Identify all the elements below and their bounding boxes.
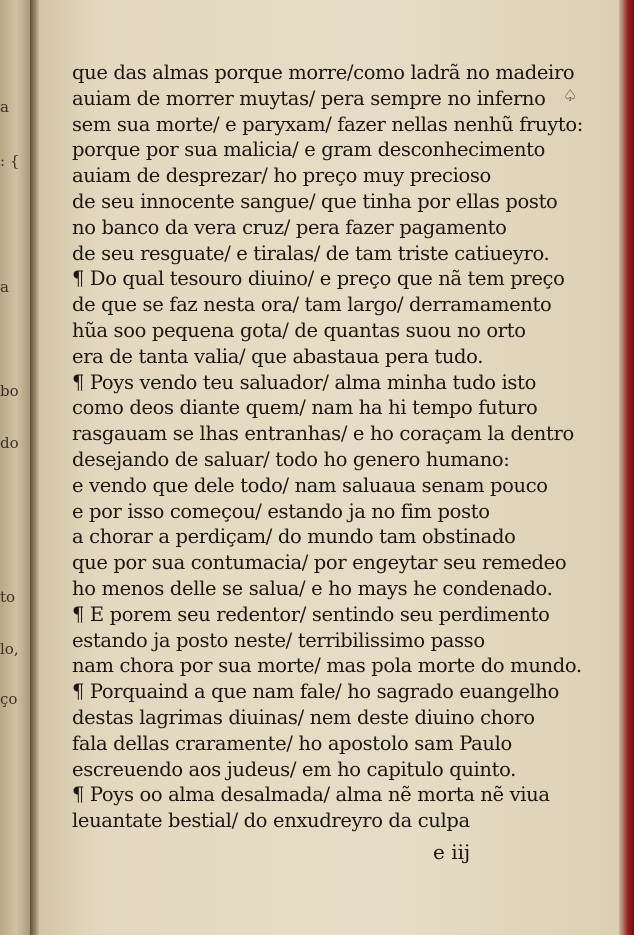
book-cover-edge — [619, 0, 634, 935]
text-line: auiam de morrer muytas/ pera sempre no inferno — [72, 86, 546, 110]
facing-page-fragment: : { — [0, 152, 20, 170]
facing-page-fragment: a — [0, 278, 9, 296]
text-line: ¶ E porem seu redentor/ sentindo seu perdimento — [72, 602, 550, 626]
text-line: sem sua morte/ e paryxam/ fazer nellas nenhũ fruyto: — [72, 112, 584, 136]
text-line: ¶ Do qual tesouro diuino/ e preço que nã tem preço — [72, 267, 565, 291]
text-line: a chorar a perdiçam/ do mundo tam obstinado — [72, 525, 516, 549]
text-line: era de tanta valia/ que abastaua pera tudo. — [72, 344, 484, 368]
text-line: ¶ Porquaind a que nam fale/ ho sagrado euangelho — [72, 680, 560, 704]
text-line: fala dellas craramente/ ho apostolo sam Paulo — [72, 731, 512, 755]
text-line: nam chora por sua morte/ mas pola morte do mundo. — [72, 654, 582, 678]
text-line: rasgauam se lhas entranhas/ e ho coraçam la dentro — [72, 422, 574, 446]
text-line: de seu innocente sangue/ que tinha por ellas posto — [72, 189, 558, 213]
folio-signature: e iij — [433, 840, 471, 864]
facing-page-fragment: ço — [0, 690, 18, 708]
facing-page-edge — [0, 0, 31, 935]
text-line: que das almas porque morre/como ladrã no madeiro — [72, 61, 575, 84]
page — [39, 0, 619, 935]
text-line: ho menos delle se salua/ e ho mays he condenado. — [72, 576, 553, 600]
text-block — [72, 60, 607, 834]
margin-mark: ♤ — [563, 86, 578, 105]
text-line: como deos diante quem/ nam ha hi tempo futuro — [72, 396, 538, 420]
facing-page-fragment: bo — [0, 382, 19, 400]
facing-page-fragment: do — [0, 434, 19, 452]
text-line: destas lagrimas diuinas/ nem deste diuino choro — [72, 705, 535, 729]
text-line: auiam de desprezar/ ho preço muy precioso — [72, 164, 491, 188]
text-line: ¶ Poys vendo teu saluador/ alma minha tudo isto — [72, 370, 536, 394]
text-line: ¶ Poys oo alma desalmada/ alma nẽ morta nẽ viua — [72, 783, 550, 807]
text-line: de seu resguate/ e tiralas/ de tam triste catiueyro. — [72, 241, 550, 265]
text-line: leuantate bestial/ do enxudreyro da culpa — [72, 809, 470, 833]
text-line: e por isso começou/ estando ja no fim posto — [72, 499, 490, 523]
text-line: desejando de saluar/ todo ho genero humano: — [72, 447, 510, 471]
facing-page-fragment: lo, — [0, 640, 19, 658]
text-line: porque por sua malicia/ e gram desconhecimento — [72, 138, 546, 162]
text-line: e vendo que dele todo/ nam saluaua senam pouco — [72, 473, 548, 497]
facing-page-fragment: a — [0, 98, 9, 116]
book-gutter — [30, 0, 39, 935]
text-line: de que se faz nesta ora/ tam largo/ derramamento — [72, 293, 552, 317]
text-line: no banco da vera cruz/ pera fazer pagamento — [72, 215, 507, 239]
text-line: estando ja posto neste/ terribilissimo passo — [72, 628, 485, 652]
text-line: hũa soo pequena gota/ de quantas suou no orto — [72, 318, 526, 342]
text-line: que por sua contumacia/ por engeytar seu remedeo — [72, 551, 567, 575]
text-line: escreuendo aos judeus/ em ho capitulo quinto. — [72, 757, 517, 781]
facing-page-fragment: to — [0, 588, 16, 606]
